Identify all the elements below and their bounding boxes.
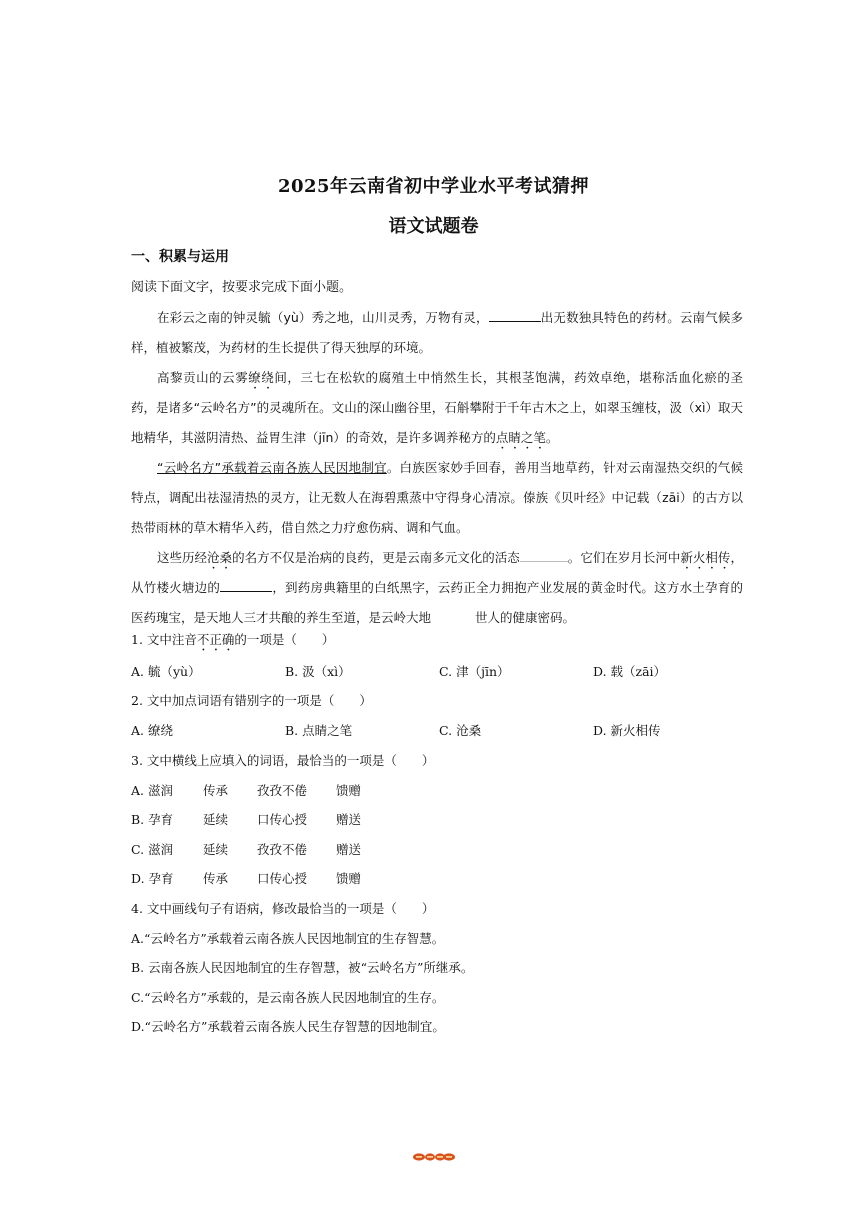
passage-paragraph-1: 在彩云之南的钟灵毓（yù）秀之地，山川灵秀，万物有灵， 出无数独具特色的药材。云南气候多样，植被繁茂，为药材的生长提供了得天独厚的环境。 xyxy=(131,310,743,355)
fill-blank-2 xyxy=(520,549,568,562)
option-c[interactable]: C. 津（jīn） xyxy=(439,664,510,679)
question-1-stem: 1. 文中注音不正确的一项是（ ） xyxy=(131,632,335,647)
option-d[interactable]: D. 新火相传 xyxy=(593,723,661,738)
question-4-option-b[interactable]: B. 云南各族人民因地制宜的生存智慧，被“云岭名方”所继承。 xyxy=(131,960,474,975)
dotted-word: 缭绕 xyxy=(248,370,275,385)
question-3-stem: 3. 文中横线上应填入的词语，最恰当的一项是（ ） xyxy=(131,753,435,768)
dotted-word: 不正确 xyxy=(196,632,235,647)
question-4-option-d[interactable]: D.“云岭名方”承载着云南各族人民生存智慧的因地制宜。 xyxy=(131,1019,445,1034)
question-4-stem: 4. 文中画线句子有语病，修改最恰当的一项是（ ） xyxy=(131,901,435,916)
footer-logo-icon xyxy=(413,1152,455,1162)
question-2-stem: 2. 文中加点词语有错别字的一项是（ ） xyxy=(131,693,372,708)
underlined-sentence: “云岭名方”承载着云南各族人民因地制宜 xyxy=(157,460,387,475)
exam-title: 2025年云南省初中学业水平考试猜押 xyxy=(277,176,590,197)
passage-paragraph-4: 这些历经沧桑的名方不仅是治病的良药，更是云南多元文化的活态 。它们在岁月长河中新火相传，从竹楼火塘边的 ，到药房典籍里的白纸黑字，云药正全力拥抱产业发展的黄金时代。这方水土孕育的医药瑰宝，是天地人三才共酿的养生至道，是云岭大地 世人的健康密码。 xyxy=(131,550,743,625)
exam-subtitle: 语文试题卷 xyxy=(388,216,479,237)
passage-paragraph-3: “云岭名方”承载着云南各族人民因地制宜。白族医家妙手回春，善用当地草药，针对云南湿热交织的气候特点，调配出祛湿清热的灵方，让无数人在海碧熏蒸中守得身心清凉。傣族《贝叶经》中记载（zāi）的古方以热带雨林的草木精华入药，借自然之力疗愈伤病、调和气血。 xyxy=(131,460,743,535)
reading-passage xyxy=(131,303,743,633)
fill-blank-3 xyxy=(220,579,272,592)
passage-paragraph-2: 高黎贡山的云雾缭绕间，三七在松软的腐殖土中悄然生长，其根茎饱满，药效卓绝，堪称活血化瘀的圣药，是诸多“云岭名方”的灵魂所在。文山的深山幽谷里，石斛攀附于千年古木之上，如翠玉缠枝，汲（xì）取天地精华，其滋阴清热、益胃生津（jīn）的奇效，是许多调养秘方的点睛之笔。 xyxy=(131,370,743,445)
option-b[interactable]: B. 汲（xì） xyxy=(285,664,351,679)
option-a[interactable]: A. 毓（yù） xyxy=(131,664,201,679)
dotted-word: 点睛之笔 xyxy=(495,430,546,445)
exam-page: 2025年云南省初中学业水平考试猜押 语文试题卷 一、积累与运用 阅读下面文字，按要求完成下面小题。 在彩云之南的钟灵毓（yù）秀之地，山川灵秀，万物有灵， 出无数独具特色的药材。云南气候多样，植被繁茂，为药材的生长提供了得天独厚的环境。 高黎贡山的云雾缭绕间，三七在松软的腐殖土中悄然生长，其根茎饱满，药效卓绝，堪称活血化瘀的圣药，是诸多“云岭名方”的灵魂所在。文山的深山幽谷里，石斛攀附于千年古木之上，如翠玉缠枝，汲（xì）取天地精华，其滋阴清热、益胃生津（jīn）的奇效，是许多调养秘方的点睛之笔。 “云岭名方”承载着云南各族人民因地制宜。白族医家妙手回春，善用当地草药，针对云南湿热交织的气候特点，调配出祛湿清热的灵方，让无数人在海碧熏蒸中守得身心清凉。傣族《贝叶经》中记载（zāi）的古方以热带雨林的草木精华入药，借自然之力疗愈伤病、调和气血。 这些历经沧桑的名方不仅是治病的良药，更是云南多元文化的活态 。它们在岁月长河中新火相传，从竹楼火塘边的 ，到药房典籍里的白纸黑字，云药正全力拥抱产业发展的黄金时代。这方水土孕育的医药瑰宝，是天地人三才共酿的养生至道，是云岭大地 世人的健康密码。 1. 文中注音不正确的一项是（ ） A. 毓（yù） B. 汲（xì） C. 津（jīn） D. 载（zāi） 2. 文中加点词语有错别字的一项是（ ） A. 缭绕 B. 点睛之笔 C. 沧桑 D. 新火相传 3. 文中横线上应填入的词语，最恰当的一项是（ ） A. 滋润 传承 孜孜不倦 馈赠 B. 孕育 延续 口传心授 赠送 C. 滋润 延续 孜孜不倦 赠送 D. 孕育 传承 口传心授 馈赠 4. 文中画线句子有语病，修改最恰当的一项是（ ） A.“云岭名方”承载着云南各族人民因地制宜的生存智慧。 B. 云南各族人民因地制宜的生存智慧，被“云岭名方”所继承。 C.“云岭名方”承载的，是云南各族人民因地制宜的生存。 D.“云岭名方”承载着云南各族人民生存智慧的因地制宜。 xyxy=(0,0,867,1227)
dotted-word: 新火相传 xyxy=(680,550,731,565)
option-b[interactable]: B. 点睛之笔 xyxy=(285,723,353,738)
question-4-option-a[interactable]: A.“云岭名方”承载着云南各族人民因地制宜的生存智慧。 xyxy=(131,931,445,946)
dotted-word: 沧桑 xyxy=(207,550,233,565)
section-heading: 一、积累与运用 xyxy=(131,249,229,265)
fill-blank-1 xyxy=(489,309,541,322)
instruction-text: 阅读下面文字，按要求完成下面小题。 xyxy=(131,280,353,295)
option-c[interactable]: C. 沧桑 xyxy=(439,723,482,738)
option-a[interactable]: A. 缭绕 xyxy=(131,723,173,738)
question-4-option-c[interactable]: C.“云岭名方”承载的，是云南各族人民因地制宜的生存。 xyxy=(131,990,445,1005)
option-d[interactable]: D. 载（zāi） xyxy=(593,664,667,679)
